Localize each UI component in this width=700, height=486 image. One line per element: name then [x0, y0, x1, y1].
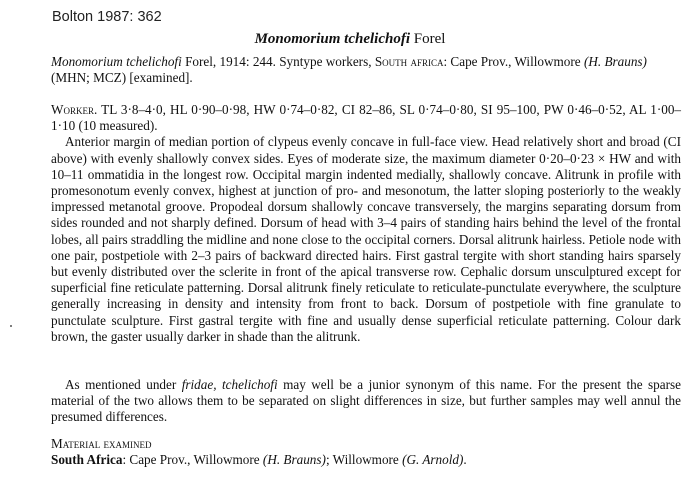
material-list: [51, 452, 681, 468]
material-country: South Africa: [51, 452, 123, 468]
original-name: Monomorium tchelichofi: [51, 54, 182, 69]
taxonomic-remark: [51, 377, 681, 426]
species-author: Forel: [413, 31, 446, 47]
original-citation: Forel, 1914: 244. Syntype workers,: [185, 54, 372, 69]
type-depository: (MHN; MCZ) [examined].: [51, 70, 193, 86]
worker-morphology-text: Anterior margin of median portion of clypeus evenly concave in full-face view. Head relatively short and broad (CI above) with evenly shallowly convex sides. Eyes of moderate size, the maximum diameter 0·20–0·23 × HW and with 10–11 ommatidia in the longest row. Occipital margin indented medially, shallowly concave. Alitrunk in profile with promesonotum evenly convex, highest at junction of pro- and mesonotum, the latter sloping posteriorly to the weakly impressed metanotal groove. Propodeal dorsum shallowly concave transversely, the margins separating dorsum from sides rounded and not sharply defined. Dorsum of head with 3–4 pairs of standing hairs behind the level of the frontal lobes, all pairs straddling the midline and none close to the occipital corners. Dorsal alitrunk hairless. Petiole node with one pair, postpetiole with 2–3 pairs of backward directed hairs. First gastral tergite with short standing hairs sparsely but evenly distributed over the sclerite in front of the apical transverse row. Cephalic dorsum unsculptured except for superficial fine reticulate patterning. Dorsal alitrunk finely reticulate to reticulate-punctulate everywhere, the sculpture generally increasing in density and intensity from front to back. Dorsum of postpetiole with fine granulate to punctulate sculpture. First gastral tergite with fine and usually dense superficial reticulate patterning. Colour dark brown, the gaster usually darker in shade than the alitrunk.: [51, 134, 681, 344]
worker-label: Worker.: [51, 102, 98, 117]
remark-species-ref: fridae, tchelichofi: [181, 377, 278, 392]
worker-description: [51, 102, 681, 345]
species-name: Monomorium tchelichofi: [254, 31, 410, 47]
material-locality-2: ; Willowmore: [325, 452, 399, 468]
type-locality: : Cape Prov., Willowmore: [443, 54, 581, 69]
material-examined-section: [51, 436, 681, 468]
material-collector-2: (G. Arnold): [402, 452, 464, 468]
type-collector: (H. Brauns): [583, 54, 647, 69]
remark-prefix: As mentioned under: [65, 377, 177, 392]
margin-speck: [10, 325, 12, 327]
worker-measurements: TL 3·8–4·0, HL 0·90–0·98, HW 0·74–0·82, CI 82–86, SL 0·74–0·80, SI 95–100, PW 0·46–0·52, AL 1·00–1·10 (10 measured).: [51, 102, 682, 134]
original-description-citation: [51, 54, 681, 86]
material-end: .: [463, 452, 467, 468]
type-locality-country: South africa: [374, 54, 444, 69]
remark-text: may well be a junior synonym of this name. For the present the sparse material of the two allows them to be separated on slight differences in size, but further samples may well annul the presumed differences.: [51, 377, 682, 425]
material-collector-1: (H. Brauns): [262, 452, 326, 468]
material-heading: Material examined: [51, 436, 152, 451]
material-locality-1: : Cape Prov., Willowmore: [122, 452, 260, 468]
worker-measurements-paragraph: [51, 102, 681, 134]
species-title: [0, 31, 700, 48]
source-reference: Bolton 1987: 362: [52, 9, 162, 25]
